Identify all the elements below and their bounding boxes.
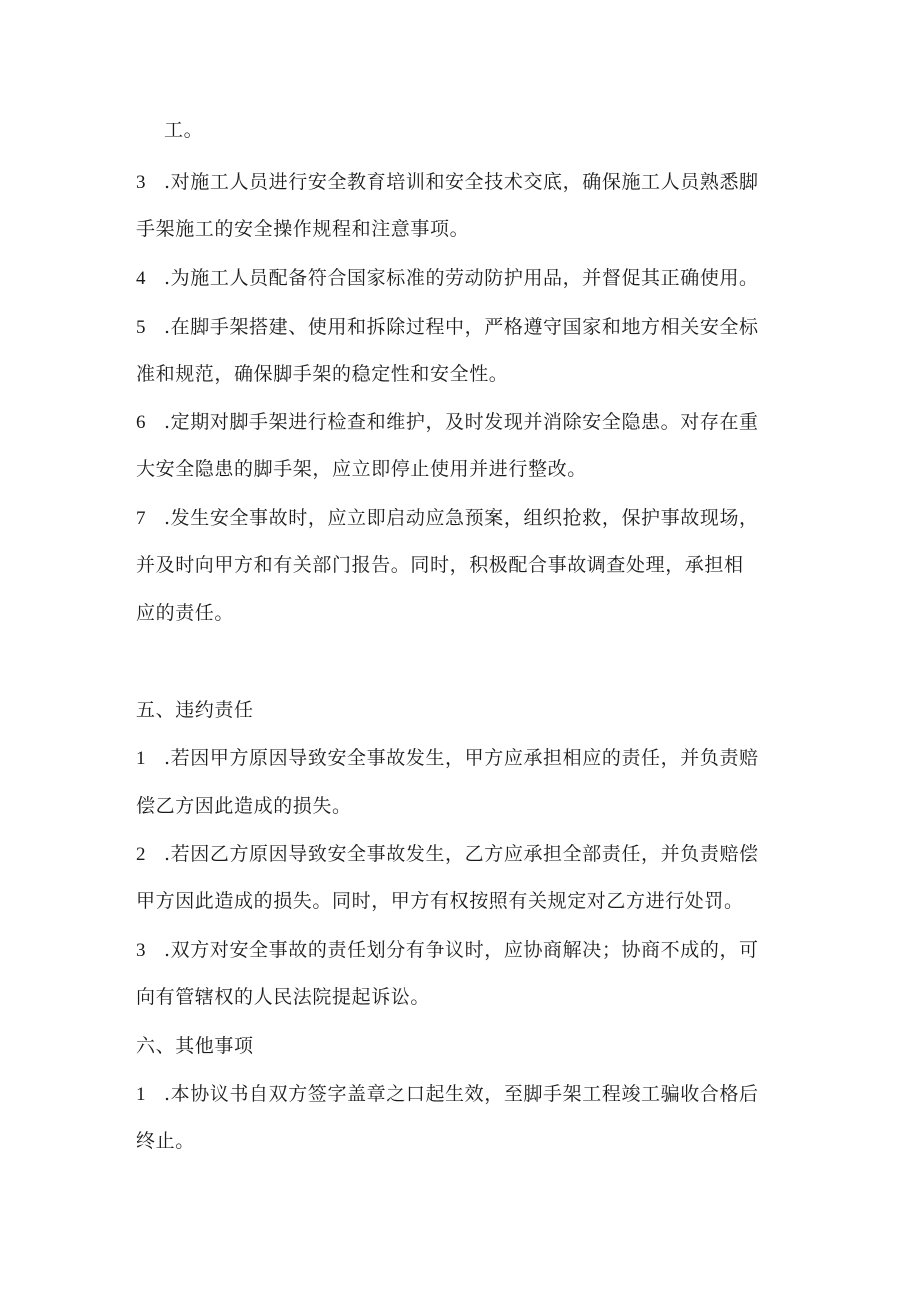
- item-number: 3: [136, 172, 147, 193]
- heading-text: 五、违约责任: [136, 699, 254, 721]
- paragraph-line: [136, 889, 744, 913]
- section-heading: [136, 1034, 254, 1058]
- line-text: 并及时向甲方和有关部门报告。同时，积极配合事故调查处理，承担相: [136, 554, 744, 576]
- paragraph-line: [136, 170, 759, 195]
- paragraph-line: [136, 938, 759, 963]
- paragraph-line: [136, 457, 587, 481]
- line-text: 偿乙方因此造成的损失。: [136, 795, 352, 817]
- line-text: 应的责任。: [136, 602, 235, 624]
- line-text: 终止。: [136, 1130, 195, 1152]
- item-number: 1: [136, 748, 147, 769]
- paragraph-line: [136, 553, 744, 577]
- line-text: .对施工人员进行安全教育培训和安全技术交底，确保施工人员熟悉脚: [164, 171, 759, 193]
- paragraph-line: [136, 506, 759, 531]
- item-number: 7: [136, 508, 147, 529]
- paragraph-line: [136, 842, 759, 867]
- item-number: 3: [136, 940, 147, 961]
- paragraph-line: [136, 410, 759, 435]
- section-heading: [136, 698, 254, 722]
- paragraph-line: [136, 1082, 759, 1107]
- line-text: .发生安全事故时，应立即启动应急预案，组织抢救，保护事故现场，: [164, 507, 759, 529]
- line-text: .本协议书自双方签字盖章之口起生效，至脚手架工程竣工骗收合格后: [164, 1083, 759, 1105]
- item-number: 2: [136, 844, 147, 865]
- paragraph-line: [136, 1129, 195, 1153]
- line-text: 手架施工的安全操作规程和注意事项。: [136, 218, 470, 240]
- line-text: 工。: [164, 119, 204, 141]
- line-text: 大安全隐患的脚手架，应立即停止使用并进行整改。: [136, 458, 587, 480]
- line-text: .在脚手架搭建、使用和拆除过程中，严格遵守国家和地方相关安全标: [164, 316, 759, 338]
- item-number: 6: [136, 412, 147, 433]
- paragraph-line: [136, 118, 203, 142]
- paragraph-line: [136, 746, 759, 771]
- paragraph-line: [136, 985, 430, 1009]
- item-number: 4: [136, 268, 147, 289]
- paragraph-line: [136, 794, 352, 818]
- line-text: .定期对脚手架进行检查和维护，及时发现并消除安全隐患。对存在重: [164, 411, 759, 433]
- line-text: 向有管辖权的人民法院提起诉讼。: [136, 986, 431, 1008]
- line-text: .若因甲方原因导致安全事故发生，甲方应承担相应的责任，并负责赔: [164, 747, 759, 769]
- item-number: 5: [136, 317, 147, 338]
- paragraph-line: [136, 362, 508, 386]
- line-text: .双方对安全事故的责任划分有争议时，应协商解决；协商不成的，可: [164, 939, 759, 961]
- paragraph-line: [136, 266, 759, 291]
- line-text: .为施工人员配备符合国家标准的劳动防护用品，并督促其正确使用。: [164, 267, 759, 289]
- paragraph-line: [136, 217, 469, 241]
- heading-text: 六、其他事项: [136, 1035, 254, 1057]
- paragraph-line: [136, 315, 759, 340]
- line-text: 甲方因此造成的损失。同时，甲方有权按照有关规定对乙方进行处罚。: [136, 890, 744, 912]
- line-text: .若因乙方原因导致安全事故发生，乙方应承担全部责任，并负责赔偿: [164, 843, 759, 865]
- item-number: 1: [136, 1084, 147, 1105]
- paragraph-line: [136, 601, 234, 625]
- line-text: 准和规范，确保脚手架的稳定性和安全性。: [136, 363, 509, 385]
